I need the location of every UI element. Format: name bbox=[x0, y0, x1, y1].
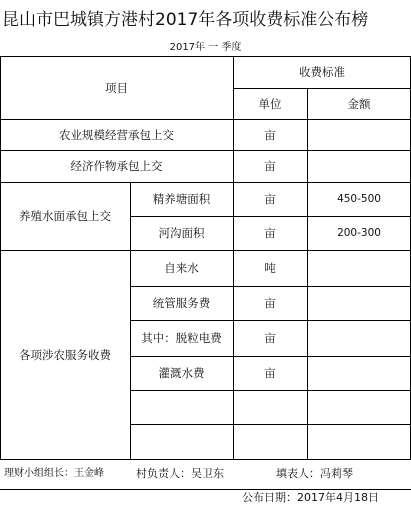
sub-item-irrigation: 灌溉水费 bbox=[158, 366, 205, 380]
sub-unit-fish-pond: 亩 bbox=[264, 192, 276, 206]
header-fee-standard: 收费标准 bbox=[299, 65, 345, 79]
row-unit-agri-contract: 亩 bbox=[264, 127, 276, 142]
sub-item-threshing-power: 其中：脱粒电费 bbox=[141, 331, 222, 345]
sub-item-blank-2 bbox=[130, 424, 233, 459]
sub-amount-tap-water bbox=[307, 250, 411, 286]
sub-unit-irrigation: 亩 bbox=[264, 366, 276, 380]
sub-amount-fish-pond: 450-500 bbox=[337, 193, 381, 205]
period-label: 2017年 一 季度 bbox=[169, 42, 242, 53]
row-item-cash-crop: 经济作物承包上交 bbox=[70, 159, 163, 173]
row-amount-cash-crop bbox=[307, 150, 411, 182]
sub-unit-blank-1 bbox=[233, 390, 307, 424]
sub-amount-blank-1 bbox=[307, 390, 411, 424]
group-agri-services: 各项涉农服务收费 bbox=[19, 347, 111, 362]
sub-unit-tap-water: 吨 bbox=[264, 261, 276, 275]
sub-amount-management-fee bbox=[307, 286, 411, 320]
footer-village-responsible: 村负责人：吴卫东 bbox=[136, 467, 224, 480]
row-amount-agri-contract bbox=[307, 119, 411, 150]
row-item-agri-contract: 农业规模经营承包上交 bbox=[59, 127, 174, 142]
sub-amount-threshing-power bbox=[307, 320, 411, 356]
header-amount: 金额 bbox=[347, 96, 371, 111]
sub-amount-river-ditch: 200-300 bbox=[337, 227, 381, 239]
footer-finance-leader: 理财小组组长：王金峰 bbox=[4, 468, 104, 479]
sub-unit-threshing-power: 亩 bbox=[264, 331, 276, 345]
header-item: 项目 bbox=[105, 80, 128, 95]
footer-publish-date: 公布日期：2017年4月18日 bbox=[242, 491, 379, 504]
row-unit-cash-crop: 亩 bbox=[264, 159, 276, 173]
header-unit: 单位 bbox=[258, 96, 282, 111]
sub-unit-management-fee: 亩 bbox=[264, 296, 276, 310]
sub-item-river-ditch: 河沟面积 bbox=[158, 226, 205, 240]
sub-item-fish-pond: 精养塘面积 bbox=[152, 192, 211, 206]
sub-item-management-fee: 统管服务费 bbox=[152, 296, 211, 310]
group-aquaculture: 养殖水面承包上交 bbox=[19, 209, 111, 223]
footer-filler: 填表人：冯莉琴 bbox=[276, 467, 353, 480]
sub-unit-river-ditch: 亩 bbox=[264, 226, 276, 240]
sub-item-blank-1 bbox=[130, 390, 233, 424]
sub-unit-blank-2 bbox=[233, 424, 307, 459]
sub-item-tap-water: 自来水 bbox=[164, 261, 199, 275]
page-title: 昆山市巴城镇方港村2017年各项收费标准公布榜 bbox=[2, 10, 369, 30]
sub-amount-blank-2 bbox=[307, 424, 411, 459]
sub-amount-irrigation bbox=[307, 356, 411, 390]
